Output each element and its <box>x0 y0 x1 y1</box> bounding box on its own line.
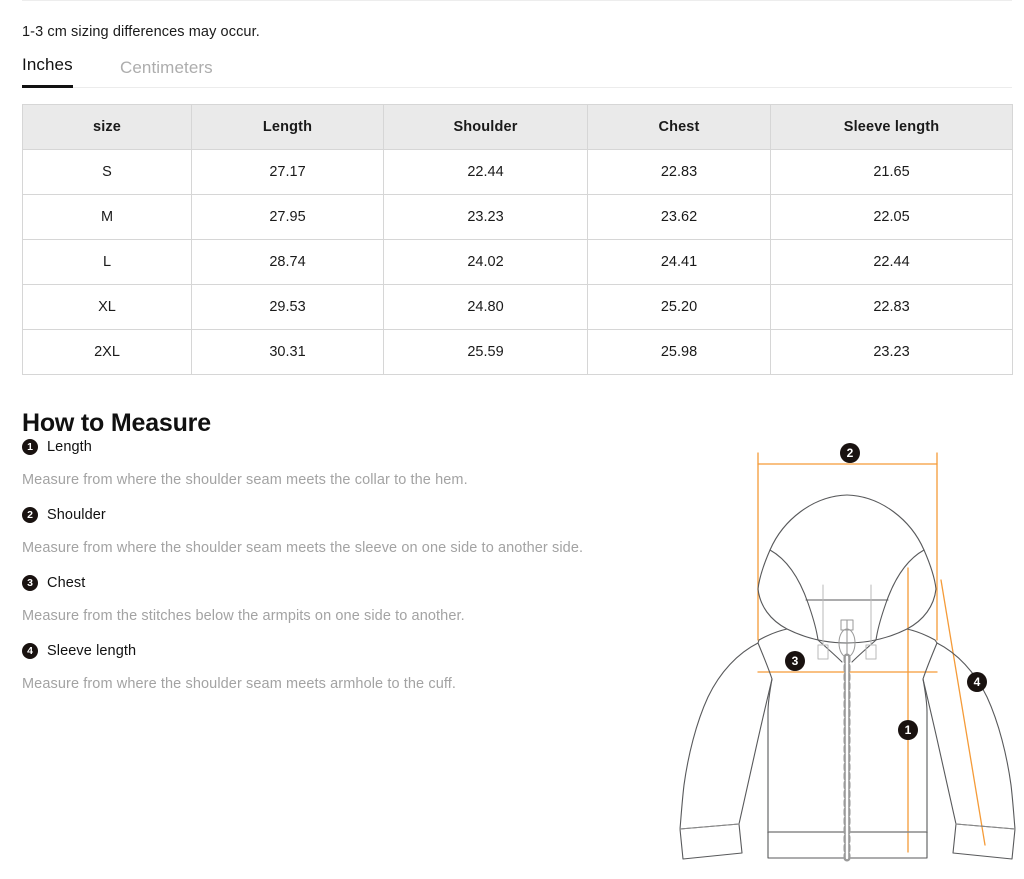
cell-size: S <box>23 150 192 195</box>
cell-shoulder: 24.80 <box>384 285 588 330</box>
table-header-row <box>23 105 1013 150</box>
table-row <box>23 285 1013 330</box>
measure-label: Sleeve length <box>47 643 137 659</box>
cell-shoulder: 24.02 <box>384 240 588 285</box>
measure-label: Chest <box>47 575 86 591</box>
cell-size: 2XL <box>23 330 192 375</box>
cell-shoulder: 25.59 <box>384 330 588 375</box>
cell-chest: 25.98 <box>588 330 771 375</box>
table-row <box>23 240 1013 285</box>
cell-chest: 25.20 <box>588 285 771 330</box>
top-divider <box>22 0 1012 1</box>
measure-item-shoulder <box>22 505 642 556</box>
page-title: How to Measure <box>22 408 211 437</box>
measure-item-chest <box>22 573 642 624</box>
cell-shoulder: 23.23 <box>384 195 588 240</box>
sizing-note: 1-3 cm sizing differences may occur. <box>22 24 260 40</box>
cell-sleeve-length: 22.44 <box>771 240 1013 285</box>
number-badge-4-icon: 4 <box>22 643 38 659</box>
column-header-sleeve-length: Sleeve length <box>771 105 1013 150</box>
cell-chest: 24.41 <box>588 240 771 285</box>
column-header-shoulder: Shoulder <box>384 105 588 150</box>
cell-chest: 23.62 <box>588 195 771 240</box>
cell-size: L <box>23 240 192 285</box>
measure-description: Measure from where the shoulder seam meets the collar to the hem. <box>22 472 468 488</box>
diagram-badge-4-icon: 4 <box>967 672 987 692</box>
cell-length: 30.31 <box>192 330 384 375</box>
measure-head <box>22 437 642 457</box>
table-row <box>23 195 1013 240</box>
cell-length: 28.74 <box>192 240 384 285</box>
cell-sleeve-length: 21.65 <box>771 150 1013 195</box>
measure-label: Length <box>47 439 92 455</box>
measure-head <box>22 573 642 593</box>
measure-description: Measure from where the shoulder seam meets armhole to the cuff. <box>22 676 456 692</box>
hoodie-illustration-icon <box>660 440 1024 870</box>
cell-shoulder: 22.44 <box>384 150 588 195</box>
measure-description: Measure from where the shoulder seam meets the sleeve on one side to another side. <box>22 540 584 556</box>
column-header-length: Length <box>192 105 384 150</box>
measure-item-length <box>22 437 642 488</box>
size-chart-table <box>22 104 1013 375</box>
diagram-badge-3-icon: 3 <box>785 651 805 671</box>
number-badge-3-icon: 3 <box>22 575 38 591</box>
measure-head <box>22 505 642 525</box>
diagram-badge-2-icon: 2 <box>840 443 860 463</box>
cell-length: 27.95 <box>192 195 384 240</box>
column-header-chest: Chest <box>588 105 771 150</box>
cell-chest: 22.83 <box>588 150 771 195</box>
cell-sleeve-length: 22.83 <box>771 285 1013 330</box>
diagram-badge-1-icon: 1 <box>898 720 918 740</box>
table-row <box>23 150 1013 195</box>
measure-head <box>22 641 642 661</box>
cell-sleeve-length: 23.23 <box>771 330 1013 375</box>
cell-length: 29.53 <box>192 285 384 330</box>
number-badge-2-icon: 2 <box>22 507 38 523</box>
tab-inches[interactable]: Inches <box>22 54 73 88</box>
cell-size: XL <box>23 285 192 330</box>
number-badge-1-icon: 1 <box>22 439 38 455</box>
hoodie-measurement-diagram <box>660 440 1024 870</box>
column-header-size: size <box>23 105 192 150</box>
cell-size: M <box>23 195 192 240</box>
measure-item-sleeve-length <box>22 641 642 692</box>
measure-instruction-list <box>22 437 642 709</box>
tab-centimeters[interactable]: Centimeters <box>120 57 213 88</box>
unit-tabs <box>22 55 1012 88</box>
measure-label: Shoulder <box>47 507 106 523</box>
cell-length: 27.17 <box>192 150 384 195</box>
measure-description: Measure from the stitches below the armpits on one side to another. <box>22 608 465 624</box>
cell-sleeve-length: 22.05 <box>771 195 1013 240</box>
table-row <box>23 330 1013 375</box>
